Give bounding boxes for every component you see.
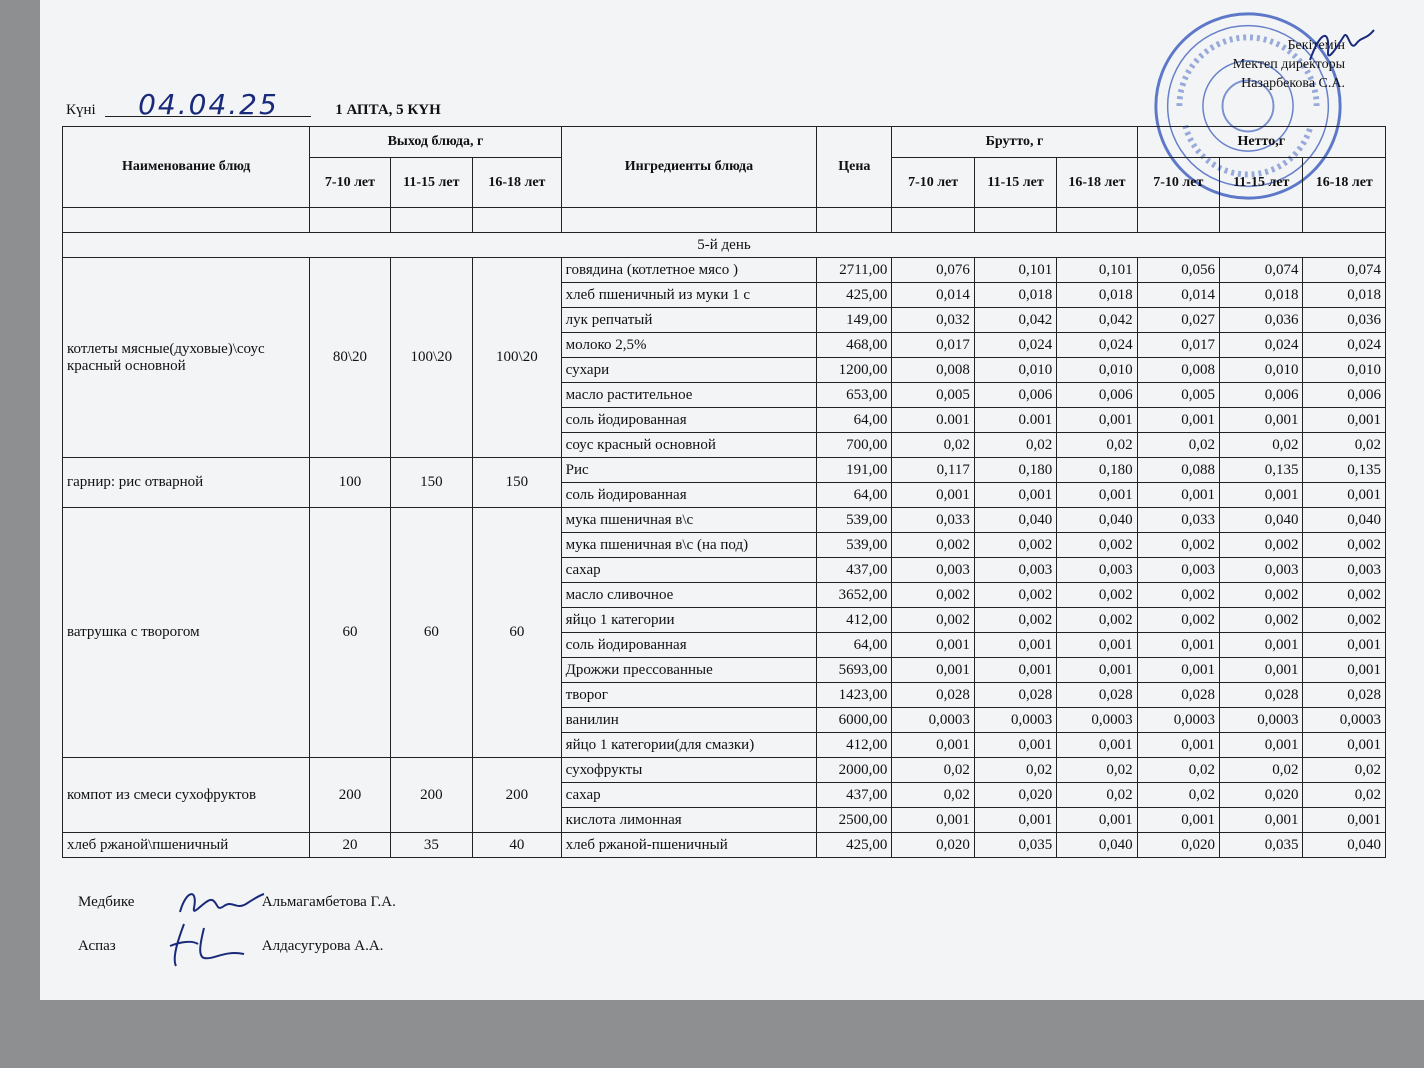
brutto-16-18: 0,002 bbox=[1057, 583, 1137, 608]
brutto-11-15: 0,018 bbox=[974, 283, 1056, 308]
netto-16-18: 0,028 bbox=[1303, 683, 1386, 708]
netto-11-15: 0,001 bbox=[1220, 733, 1303, 758]
output-11-15: 100\20 bbox=[390, 258, 472, 458]
netto-16-18: 0,001 bbox=[1303, 408, 1386, 433]
netto-11-15: 0,0003 bbox=[1220, 708, 1303, 733]
brutto-16-18: 0,040 bbox=[1057, 833, 1137, 858]
ingredient-row bbox=[63, 258, 1386, 283]
brutto-11-15: 0,02 bbox=[974, 758, 1056, 783]
age-header: 7-10 лет bbox=[1137, 158, 1219, 208]
brutto-7-10: 0,02 bbox=[892, 783, 974, 808]
ingredient-name: кислота лимонная bbox=[561, 808, 817, 833]
ingredient-price: 1200,00 bbox=[817, 358, 892, 383]
approval-name: Назарбекова С.А. bbox=[1241, 76, 1345, 91]
brutto-7-10: 0,02 bbox=[892, 758, 974, 783]
brutto-16-18: 0,001 bbox=[1057, 633, 1137, 658]
date-line bbox=[66, 88, 441, 121]
ingredient-price: 2000,00 bbox=[817, 758, 892, 783]
brutto-11-15: 0,028 bbox=[974, 683, 1056, 708]
menu-table bbox=[62, 126, 1386, 858]
brutto-16-18: 0,001 bbox=[1057, 808, 1137, 833]
netto-11-15: 0,001 bbox=[1220, 483, 1303, 508]
col-netto-header: Нетто,г bbox=[1137, 127, 1385, 158]
netto-16-18: 0,001 bbox=[1303, 658, 1386, 683]
ingredient-name: соус красный основной bbox=[561, 433, 817, 458]
output-11-15: 35 bbox=[390, 833, 472, 858]
netto-7-10: 0,001 bbox=[1137, 658, 1219, 683]
netto-11-15: 0,001 bbox=[1220, 808, 1303, 833]
netto-11-15: 0,040 bbox=[1220, 508, 1303, 533]
netto-11-15: 0,02 bbox=[1220, 758, 1303, 783]
brutto-11-15: 0,040 bbox=[974, 508, 1056, 533]
brutto-16-18: 0,001 bbox=[1057, 408, 1137, 433]
netto-11-15: 0,002 bbox=[1220, 533, 1303, 558]
medic-signature bbox=[176, 884, 266, 920]
ingredient-name: мука пшеничная в\с bbox=[561, 508, 817, 533]
handwritten-date: 04.04.25 bbox=[105, 94, 311, 117]
brutto-7-10: 0,001 bbox=[892, 483, 974, 508]
brutto-11-15: 0,002 bbox=[974, 608, 1056, 633]
brutto-11-15: 0,001 bbox=[974, 633, 1056, 658]
ingredient-name: сахар bbox=[561, 783, 817, 808]
ingredient-name: хлеб ржаной-пшеничный bbox=[561, 833, 817, 858]
brutto-11-15: 0,020 bbox=[974, 783, 1056, 808]
brutto-7-10: 0,02 bbox=[892, 433, 974, 458]
ingredient-name: молоко 2,5% bbox=[561, 333, 817, 358]
output-7-10: 20 bbox=[310, 833, 390, 858]
brutto-16-18: 0,02 bbox=[1057, 433, 1137, 458]
brutto-7-10: 0,002 bbox=[892, 583, 974, 608]
cook-role: Аспаз bbox=[78, 938, 116, 954]
ingredient-name: яйцо 1 категории bbox=[561, 608, 817, 633]
ingredient-price: 5693,00 bbox=[817, 658, 892, 683]
output-11-15: 150 bbox=[390, 458, 472, 508]
dish-name: котлеты мясные(духовые)\соус красный основной bbox=[63, 258, 310, 458]
dish-name: ватрушка с творогом bbox=[63, 508, 310, 758]
brutto-16-18: 0,02 bbox=[1057, 758, 1137, 783]
netto-7-10: 0,056 bbox=[1137, 258, 1219, 283]
netto-16-18: 0,002 bbox=[1303, 533, 1386, 558]
netto-16-18: 0,001 bbox=[1303, 483, 1386, 508]
netto-7-10: 0,033 bbox=[1137, 508, 1219, 533]
approval-position: Мектеп директоры bbox=[1232, 57, 1345, 72]
netto-7-10: 0,028 bbox=[1137, 683, 1219, 708]
netto-7-10: 0,001 bbox=[1137, 733, 1219, 758]
empty-row bbox=[63, 208, 1386, 233]
brutto-7-10: 0,003 bbox=[892, 558, 974, 583]
brutto-16-18: 0,018 bbox=[1057, 283, 1137, 308]
age-header: 16-18 лет bbox=[1057, 158, 1137, 208]
brutto-7-10: 0,001 bbox=[892, 633, 974, 658]
brutto-16-18: 0,101 bbox=[1057, 258, 1137, 283]
brutto-7-10: 0.001 bbox=[892, 408, 974, 433]
ingredient-name: Рис bbox=[561, 458, 817, 483]
netto-7-10: 0,001 bbox=[1137, 483, 1219, 508]
brutto-16-18: 0,006 bbox=[1057, 383, 1137, 408]
brutto-16-18: 0,180 bbox=[1057, 458, 1137, 483]
output-16-18: 150 bbox=[473, 458, 562, 508]
netto-7-10: 0,002 bbox=[1137, 583, 1219, 608]
ingredient-price: 700,00 bbox=[817, 433, 892, 458]
netto-11-15: 0,002 bbox=[1220, 608, 1303, 633]
netto-16-18: 0,002 bbox=[1303, 583, 1386, 608]
brutto-11-15: 0,024 bbox=[974, 333, 1056, 358]
netto-11-15: 0,018 bbox=[1220, 283, 1303, 308]
netto-16-18: 0,010 bbox=[1303, 358, 1386, 383]
netto-11-15: 0,024 bbox=[1220, 333, 1303, 358]
netto-16-18: 0,0003 bbox=[1303, 708, 1386, 733]
netto-11-15: 0,001 bbox=[1220, 408, 1303, 433]
output-16-18: 100\20 bbox=[473, 258, 562, 458]
ingredient-name: лук репчатый bbox=[561, 308, 817, 333]
medic-name: Альмагамбетова Г.А. bbox=[261, 894, 396, 910]
brutto-16-18: 0,002 bbox=[1057, 608, 1137, 633]
netto-16-18: 0,002 bbox=[1303, 608, 1386, 633]
netto-16-18: 0,006 bbox=[1303, 383, 1386, 408]
ingredient-name: соль йодированная bbox=[561, 483, 817, 508]
output-7-10: 60 bbox=[310, 508, 390, 758]
brutto-11-15: 0,101 bbox=[974, 258, 1056, 283]
brutto-16-18: 0,001 bbox=[1057, 658, 1137, 683]
netto-11-15: 0,036 bbox=[1220, 308, 1303, 333]
brutto-16-18: 0,001 bbox=[1057, 483, 1137, 508]
netto-16-18: 0,074 bbox=[1303, 258, 1386, 283]
age-header: 11-15 лет bbox=[974, 158, 1056, 208]
netto-7-10: 0,014 bbox=[1137, 283, 1219, 308]
ingredient-name: сухари bbox=[561, 358, 817, 383]
ingredient-price: 191,00 bbox=[817, 458, 892, 483]
ingredient-name: соль йодированная bbox=[561, 408, 817, 433]
brutto-7-10: 0,033 bbox=[892, 508, 974, 533]
ingredient-price: 6000,00 bbox=[817, 708, 892, 733]
netto-7-10: 0,008 bbox=[1137, 358, 1219, 383]
netto-11-15: 0,003 bbox=[1220, 558, 1303, 583]
brutto-16-18: 0,024 bbox=[1057, 333, 1137, 358]
brutto-11-15: 0,035 bbox=[974, 833, 1056, 858]
netto-11-15: 0,02 bbox=[1220, 433, 1303, 458]
output-16-18: 40 bbox=[473, 833, 562, 858]
ingredient-price: 468,00 bbox=[817, 333, 892, 358]
brutto-11-15: 0,002 bbox=[974, 583, 1056, 608]
netto-7-10: 0,0003 bbox=[1137, 708, 1219, 733]
ingredient-price: 64,00 bbox=[817, 408, 892, 433]
ingredient-name: сахар bbox=[561, 558, 817, 583]
output-11-15: 200 bbox=[390, 758, 472, 833]
ingredient-row bbox=[63, 758, 1386, 783]
age-header: 16-18 лет bbox=[1303, 158, 1386, 208]
dish-name: гарнир: рис отварной bbox=[63, 458, 310, 508]
netto-7-10: 0,027 bbox=[1137, 308, 1219, 333]
ingredient-price: 437,00 bbox=[817, 558, 892, 583]
netto-7-10: 0,088 bbox=[1137, 458, 1219, 483]
brutto-16-18: 0,040 bbox=[1057, 508, 1137, 533]
medic-role: Медбике bbox=[78, 894, 135, 910]
col-ingredients-header: Ингредиенты блюда bbox=[561, 127, 817, 208]
brutto-7-10: 0,032 bbox=[892, 308, 974, 333]
brutto-11-15: 0,001 bbox=[974, 483, 1056, 508]
output-7-10: 200 bbox=[310, 758, 390, 833]
ingredient-price: 64,00 bbox=[817, 633, 892, 658]
brutto-16-18: 0,003 bbox=[1057, 558, 1137, 583]
netto-11-15: 0,001 bbox=[1220, 658, 1303, 683]
brutto-16-18: 0,042 bbox=[1057, 308, 1137, 333]
brutto-7-10: 0,008 bbox=[892, 358, 974, 383]
output-16-18: 60 bbox=[473, 508, 562, 758]
age-header: 11-15 лет bbox=[1220, 158, 1303, 208]
ingredient-row bbox=[63, 458, 1386, 483]
brutto-11-15: 0,02 bbox=[974, 433, 1056, 458]
netto-16-18: 0,040 bbox=[1303, 508, 1386, 533]
ingredient-price: 412,00 bbox=[817, 733, 892, 758]
output-16-18: 200 bbox=[473, 758, 562, 833]
ingredient-price: 1423,00 bbox=[817, 683, 892, 708]
netto-11-15: 0,006 bbox=[1220, 383, 1303, 408]
ingredient-price: 64,00 bbox=[817, 483, 892, 508]
ingredient-row bbox=[63, 508, 1386, 533]
netto-16-18: 0,135 bbox=[1303, 458, 1386, 483]
netto-7-10: 0,02 bbox=[1137, 758, 1219, 783]
ingredient-price: 539,00 bbox=[817, 508, 892, 533]
netto-7-10: 0,001 bbox=[1137, 808, 1219, 833]
netto-16-18: 0,024 bbox=[1303, 333, 1386, 358]
brutto-7-10: 0,001 bbox=[892, 733, 974, 758]
cook-name: Алдасугурова А.А. bbox=[261, 938, 384, 954]
netto-11-15: 0,028 bbox=[1220, 683, 1303, 708]
brutto-7-10: 0,002 bbox=[892, 608, 974, 633]
netto-7-10: 0,001 bbox=[1137, 633, 1219, 658]
ingredient-price: 539,00 bbox=[817, 533, 892, 558]
netto-11-15: 0,001 bbox=[1220, 633, 1303, 658]
brutto-7-10: 0,001 bbox=[892, 658, 974, 683]
brutto-7-10: 0,005 bbox=[892, 383, 974, 408]
age-header: 7-10 лет bbox=[892, 158, 974, 208]
ingredient-name: творог bbox=[561, 683, 817, 708]
col-dish-header: Наименование блюд bbox=[63, 127, 310, 208]
ingredient-name: масло растительное bbox=[561, 383, 817, 408]
dish-name: компот из смеси сухофруктов bbox=[63, 758, 310, 833]
netto-16-18: 0,018 bbox=[1303, 283, 1386, 308]
director-signature bbox=[1300, 22, 1380, 72]
output-7-10: 100 bbox=[310, 458, 390, 508]
approval-title: Бекітемін bbox=[1287, 38, 1345, 53]
ingredient-price: 425,00 bbox=[817, 283, 892, 308]
netto-16-18: 0,003 bbox=[1303, 558, 1386, 583]
brutto-11-15: 0,042 bbox=[974, 308, 1056, 333]
brutto-16-18: 0,010 bbox=[1057, 358, 1137, 383]
ingredient-price: 2711,00 bbox=[817, 258, 892, 283]
netto-16-18: 0,040 bbox=[1303, 833, 1386, 858]
brutto-11-15: 0.001 bbox=[974, 408, 1056, 433]
ingredient-price: 3652,00 bbox=[817, 583, 892, 608]
ingredient-name: хлеб пшеничный из муки 1 с bbox=[561, 283, 817, 308]
brutto-11-15: 0,006 bbox=[974, 383, 1056, 408]
brutto-11-15: 0,001 bbox=[974, 658, 1056, 683]
age-header: 16-18 лет bbox=[473, 158, 562, 208]
netto-7-10: 0,02 bbox=[1137, 783, 1219, 808]
netto-7-10: 0,017 bbox=[1137, 333, 1219, 358]
brutto-11-15: 0,001 bbox=[974, 808, 1056, 833]
col-brutto-header: Брутто, г bbox=[892, 127, 1137, 158]
ingredient-price: 653,00 bbox=[817, 383, 892, 408]
netto-16-18: 0,001 bbox=[1303, 633, 1386, 658]
brutto-16-18: 0,028 bbox=[1057, 683, 1137, 708]
netto-11-15: 0,002 bbox=[1220, 583, 1303, 608]
netto-11-15: 0,020 bbox=[1220, 783, 1303, 808]
age-header: 11-15 лет bbox=[390, 158, 472, 208]
brutto-7-10: 0,076 bbox=[892, 258, 974, 283]
cook-signature bbox=[164, 920, 254, 970]
ingredient-price: 425,00 bbox=[817, 833, 892, 858]
age-header: 7-10 лет bbox=[310, 158, 390, 208]
brutto-11-15: 0,002 bbox=[974, 533, 1056, 558]
day-row bbox=[63, 233, 1386, 258]
brutto-11-15: 0,0003 bbox=[974, 708, 1056, 733]
netto-16-18: 0,02 bbox=[1303, 758, 1386, 783]
netto-16-18: 0,001 bbox=[1303, 808, 1386, 833]
ingredient-row bbox=[63, 833, 1386, 858]
day-label: 5-й день bbox=[63, 233, 1386, 258]
ingredient-name: масло сливочное bbox=[561, 583, 817, 608]
netto-11-15: 0,010 bbox=[1220, 358, 1303, 383]
netto-11-15: 0,135 bbox=[1220, 458, 1303, 483]
brutto-11-15: 0,180 bbox=[974, 458, 1056, 483]
ingredient-name: говядина (котлетное мясо ) bbox=[561, 258, 817, 283]
output-7-10: 80\20 bbox=[310, 258, 390, 458]
netto-16-18: 0,02 bbox=[1303, 433, 1386, 458]
ingredient-price: 437,00 bbox=[817, 783, 892, 808]
ingredient-name: Дрожжи прессованные bbox=[561, 658, 817, 683]
ingredient-price: 2500,00 bbox=[817, 808, 892, 833]
brutto-16-18: 0,001 bbox=[1057, 733, 1137, 758]
brutto-7-10: 0,001 bbox=[892, 808, 974, 833]
brutto-7-10: 0,002 bbox=[892, 533, 974, 558]
ingredient-name: сухофрукты bbox=[561, 758, 817, 783]
brutto-7-10: 0,0003 bbox=[892, 708, 974, 733]
brutto-7-10: 0,017 bbox=[892, 333, 974, 358]
ingredient-name: яйцо 1 категории(для смазки) bbox=[561, 733, 817, 758]
brutto-16-18: 0,002 bbox=[1057, 533, 1137, 558]
ingredient-name: ванилин bbox=[561, 708, 817, 733]
week-day-label: 1 АПТА, 5 КҮН bbox=[335, 102, 441, 118]
output-11-15: 60 bbox=[390, 508, 472, 758]
ingredient-name: мука пшеничная в\с (на под) bbox=[561, 533, 817, 558]
netto-7-10: 0,003 bbox=[1137, 558, 1219, 583]
brutto-16-18: 0,02 bbox=[1057, 783, 1137, 808]
ingredient-name: соль йодированная bbox=[561, 633, 817, 658]
brutto-16-18: 0,0003 bbox=[1057, 708, 1137, 733]
col-price-header: Цена bbox=[817, 127, 892, 208]
netto-7-10: 0,002 bbox=[1137, 608, 1219, 633]
netto-7-10: 0,020 bbox=[1137, 833, 1219, 858]
brutto-11-15: 0,003 bbox=[974, 558, 1056, 583]
brutto-7-10: 0,028 bbox=[892, 683, 974, 708]
brutto-11-15: 0,001 bbox=[974, 733, 1056, 758]
netto-7-10: 0,002 bbox=[1137, 533, 1219, 558]
brutto-7-10: 0,117 bbox=[892, 458, 974, 483]
netto-11-15: 0,035 bbox=[1220, 833, 1303, 858]
date-label: Күні bbox=[66, 102, 96, 118]
netto-16-18: 0,001 bbox=[1303, 733, 1386, 758]
netto-11-15: 0,074 bbox=[1220, 258, 1303, 283]
netto-16-18: 0,02 bbox=[1303, 783, 1386, 808]
ingredient-price: 412,00 bbox=[817, 608, 892, 633]
netto-7-10: 0,001 bbox=[1137, 408, 1219, 433]
dish-name: хлеб ржаной\пшеничный bbox=[63, 833, 310, 858]
brutto-11-15: 0,010 bbox=[974, 358, 1056, 383]
brutto-7-10: 0,020 bbox=[892, 833, 974, 858]
ingredient-price: 149,00 bbox=[817, 308, 892, 333]
netto-7-10: 0,005 bbox=[1137, 383, 1219, 408]
netto-16-18: 0,036 bbox=[1303, 308, 1386, 333]
netto-7-10: 0,02 bbox=[1137, 433, 1219, 458]
col-output-header: Выход блюда, г bbox=[310, 127, 561, 158]
brutto-7-10: 0,014 bbox=[892, 283, 974, 308]
